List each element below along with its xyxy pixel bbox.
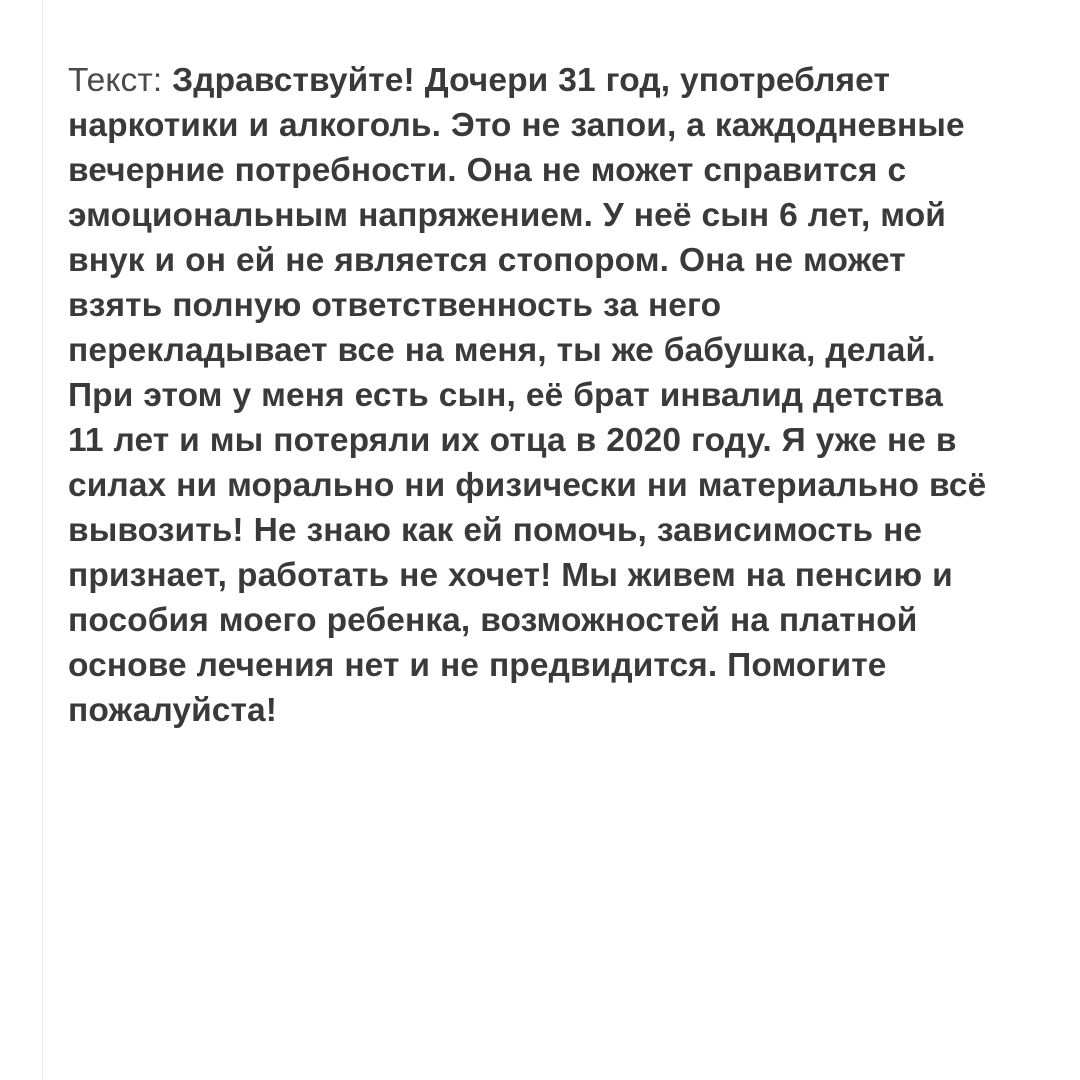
message-body: Здравствуйте! Дочери 31 год, употребляет наркотики и алкоголь. Это не запои, а каждодневные вечерние потребности. Она не может справится с эмоциональным напряжением. У неё сын 6 лет, мой внук и он ей не является стопором. Она не может взять полную ответственность за него перекладывает все на меня, ты же бабушка, делай. При этом у меня есть сын, её брат инвалид детства 11 лет и мы потеряли их отца в 2020 году. Я уже не в силах ни морально ни физически ни материально всё вывозить! Не знаю как ей помочь, зависимость не признает, работать не хочет! Мы живем на пенсию и пособия моего ребенка, возможностей на платной основе лечения нет и не предвидится. Помогите пожалуйста! bbox=[68, 61, 987, 730]
left-margin-divider bbox=[0, 0, 43, 1080]
message-paragraph bbox=[68, 58, 988, 734]
text-block-container bbox=[68, 24, 988, 767]
text-field-label: Текст: bbox=[68, 61, 163, 99]
